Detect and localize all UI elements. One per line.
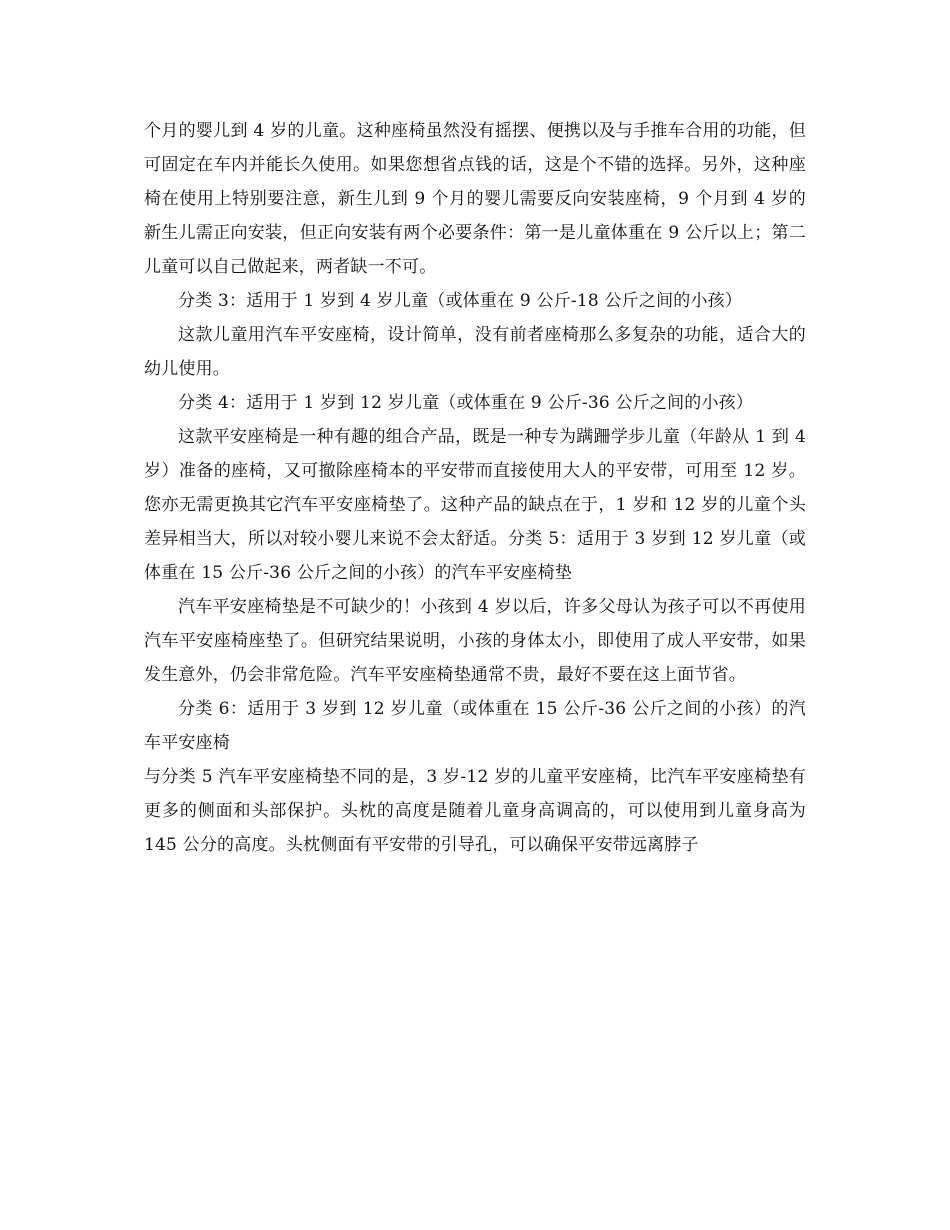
paragraph-category-4-description: 这款平安座椅是一种有趣的组合产品，既是一种专为蹒跚学步儿童（年龄从 1 到 4 岁）准备的座椅，又可撤除座椅本的平安带而直接使用大人的平安带，可用至 12 岁。您亦无需更换其它汽车平安座椅垫了。这种产品的缺点在于，1 岁和 12 岁的儿童个头差异相当大，所以对较小婴儿来说不会太舒适。分类 5：适用于 3 岁到 12 岁儿童（或体重在 15 公斤-36 公斤之间的小孩）的汽车平安座椅垫: [144, 427, 806, 583]
paragraph-category-4-heading: 分类 4：适用于 1 岁到 12 岁儿童（或体重在 9 公斤-36 公斤之间的小孩）: [178, 393, 754, 413]
paragraph-category-3-description: 这款儿童用汽车平安座椅，设计简单，没有前者座椅那么多复杂的功能，适合大的幼儿使用。: [144, 325, 806, 379]
paragraph-continuation: 个月的婴儿到 4 岁的儿童。这种座椅虽然没有摇摆、便携以及与手推车合用的功能，但可固定在车内并能长久使用。如果您想省点钱的话，这是个不错的选择。另外，这种座椅在使用上特别要注意，新生儿到 9 个月的婴儿需要反向安装座椅，9 个月到 4 岁的新生儿需正向安装，但正向安装有两个必要条件：第一是儿童体重在 9 公斤以上；第二儿童可以自己做起来，两者缺一不可。: [144, 121, 806, 277]
document-body: [144, 114, 806, 862]
paragraph-category-3-heading: 分类 3：适用于 1 岁到 4 岁儿童（或体重在 9 公斤-18 公斤之间的小孩）: [178, 291, 743, 311]
paragraph-category-6-heading: 分类 6：适用于 3 岁到 12 岁儿童（或体重在 15 公斤-36 公斤之间的小孩）的汽车平安座椅: [144, 699, 806, 753]
paragraph-booster-cushion: 汽车平安座椅垫是不可缺少的！小孩到 4 岁以后，许多父母认为孩子可以不再使用汽车平安座椅座垫了。但研究结果说明，小孩的身体太小，即使用了成人平安带，如果发生意外，仍会非常危险。汽车平安座椅垫通常不贵，最好不要在这上面节省。: [144, 597, 806, 685]
paragraph-category-6-description: 与分类 5 汽车平安座椅垫不同的是，3 岁-12 岁的儿童平安座椅，比汽车平安座椅垫有更多的侧面和头部保护。头枕的高度是随着儿童身高调高的，可以使用到儿童身高为 145 公分的高度。头枕侧面有平安带的引导孔，可以确保平安带远离脖子: [144, 767, 806, 855]
